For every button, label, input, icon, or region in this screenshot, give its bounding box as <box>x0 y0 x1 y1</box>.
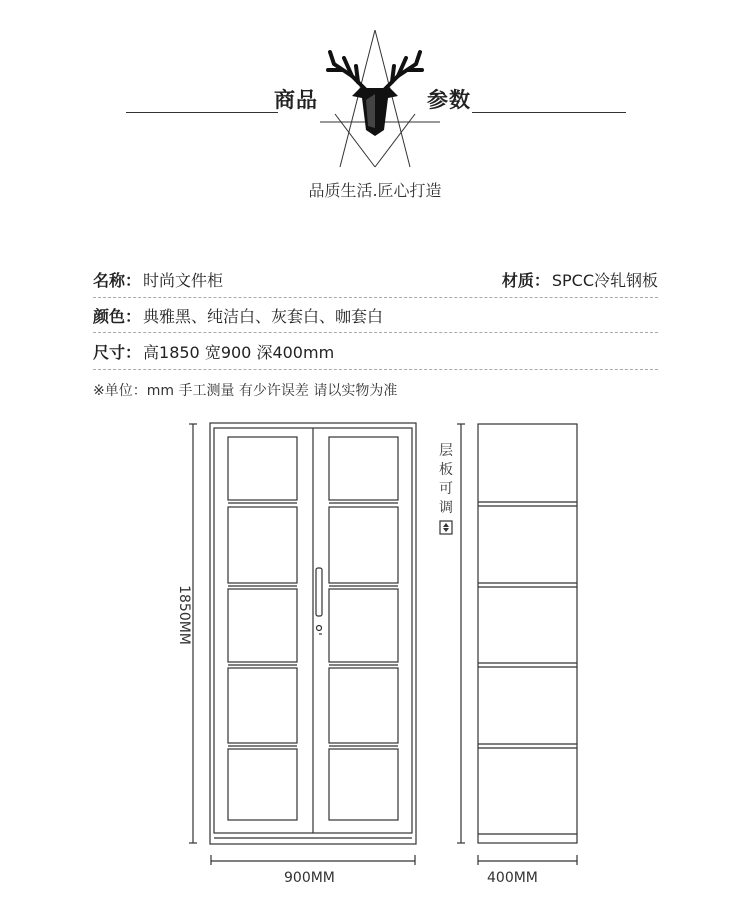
up-down-arrow-icon <box>440 521 452 534</box>
side-cabinet-frame <box>478 424 577 843</box>
door-lock <box>317 626 322 631</box>
size-value: 高1850 宽900 深400mm <box>143 343 335 362</box>
shelf-note-char: 板 <box>439 462 453 478</box>
header-word-right: 参数 <box>427 88 471 112</box>
color-value: 典雅黑、纯洁白、灰套白、咖套白 <box>143 307 384 326</box>
left-door-panels <box>228 437 297 820</box>
color-label: 颜色： <box>93 307 142 326</box>
shelf-note-char: 调 <box>439 500 453 516</box>
door-handle <box>316 568 322 616</box>
name-label: 名称： <box>93 271 142 290</box>
slogan: 品质生活.匠心打造 <box>308 181 442 200</box>
right-door-panels <box>329 437 398 820</box>
width-label: 900MM <box>284 870 335 886</box>
height-label: 1850MM <box>176 585 192 645</box>
shelf-note-char: 可 <box>439 481 453 497</box>
shelf-note-char: 层 <box>439 443 453 459</box>
header-word-left: 商品 <box>274 88 318 112</box>
depth-label: 400MM <box>487 870 538 886</box>
size-label: 尺寸： <box>93 343 142 362</box>
material-value: SPCC冷轧钢板 <box>551 271 658 290</box>
shelf-adjustable-note <box>436 442 456 518</box>
side-shelves <box>478 502 577 748</box>
material-label: 材质： <box>501 271 550 290</box>
name-value: 时尚文件柜 <box>143 271 224 290</box>
measurement-note: ※单位：mm 手工测量 有少许误差 请以实物为准 <box>93 383 398 399</box>
